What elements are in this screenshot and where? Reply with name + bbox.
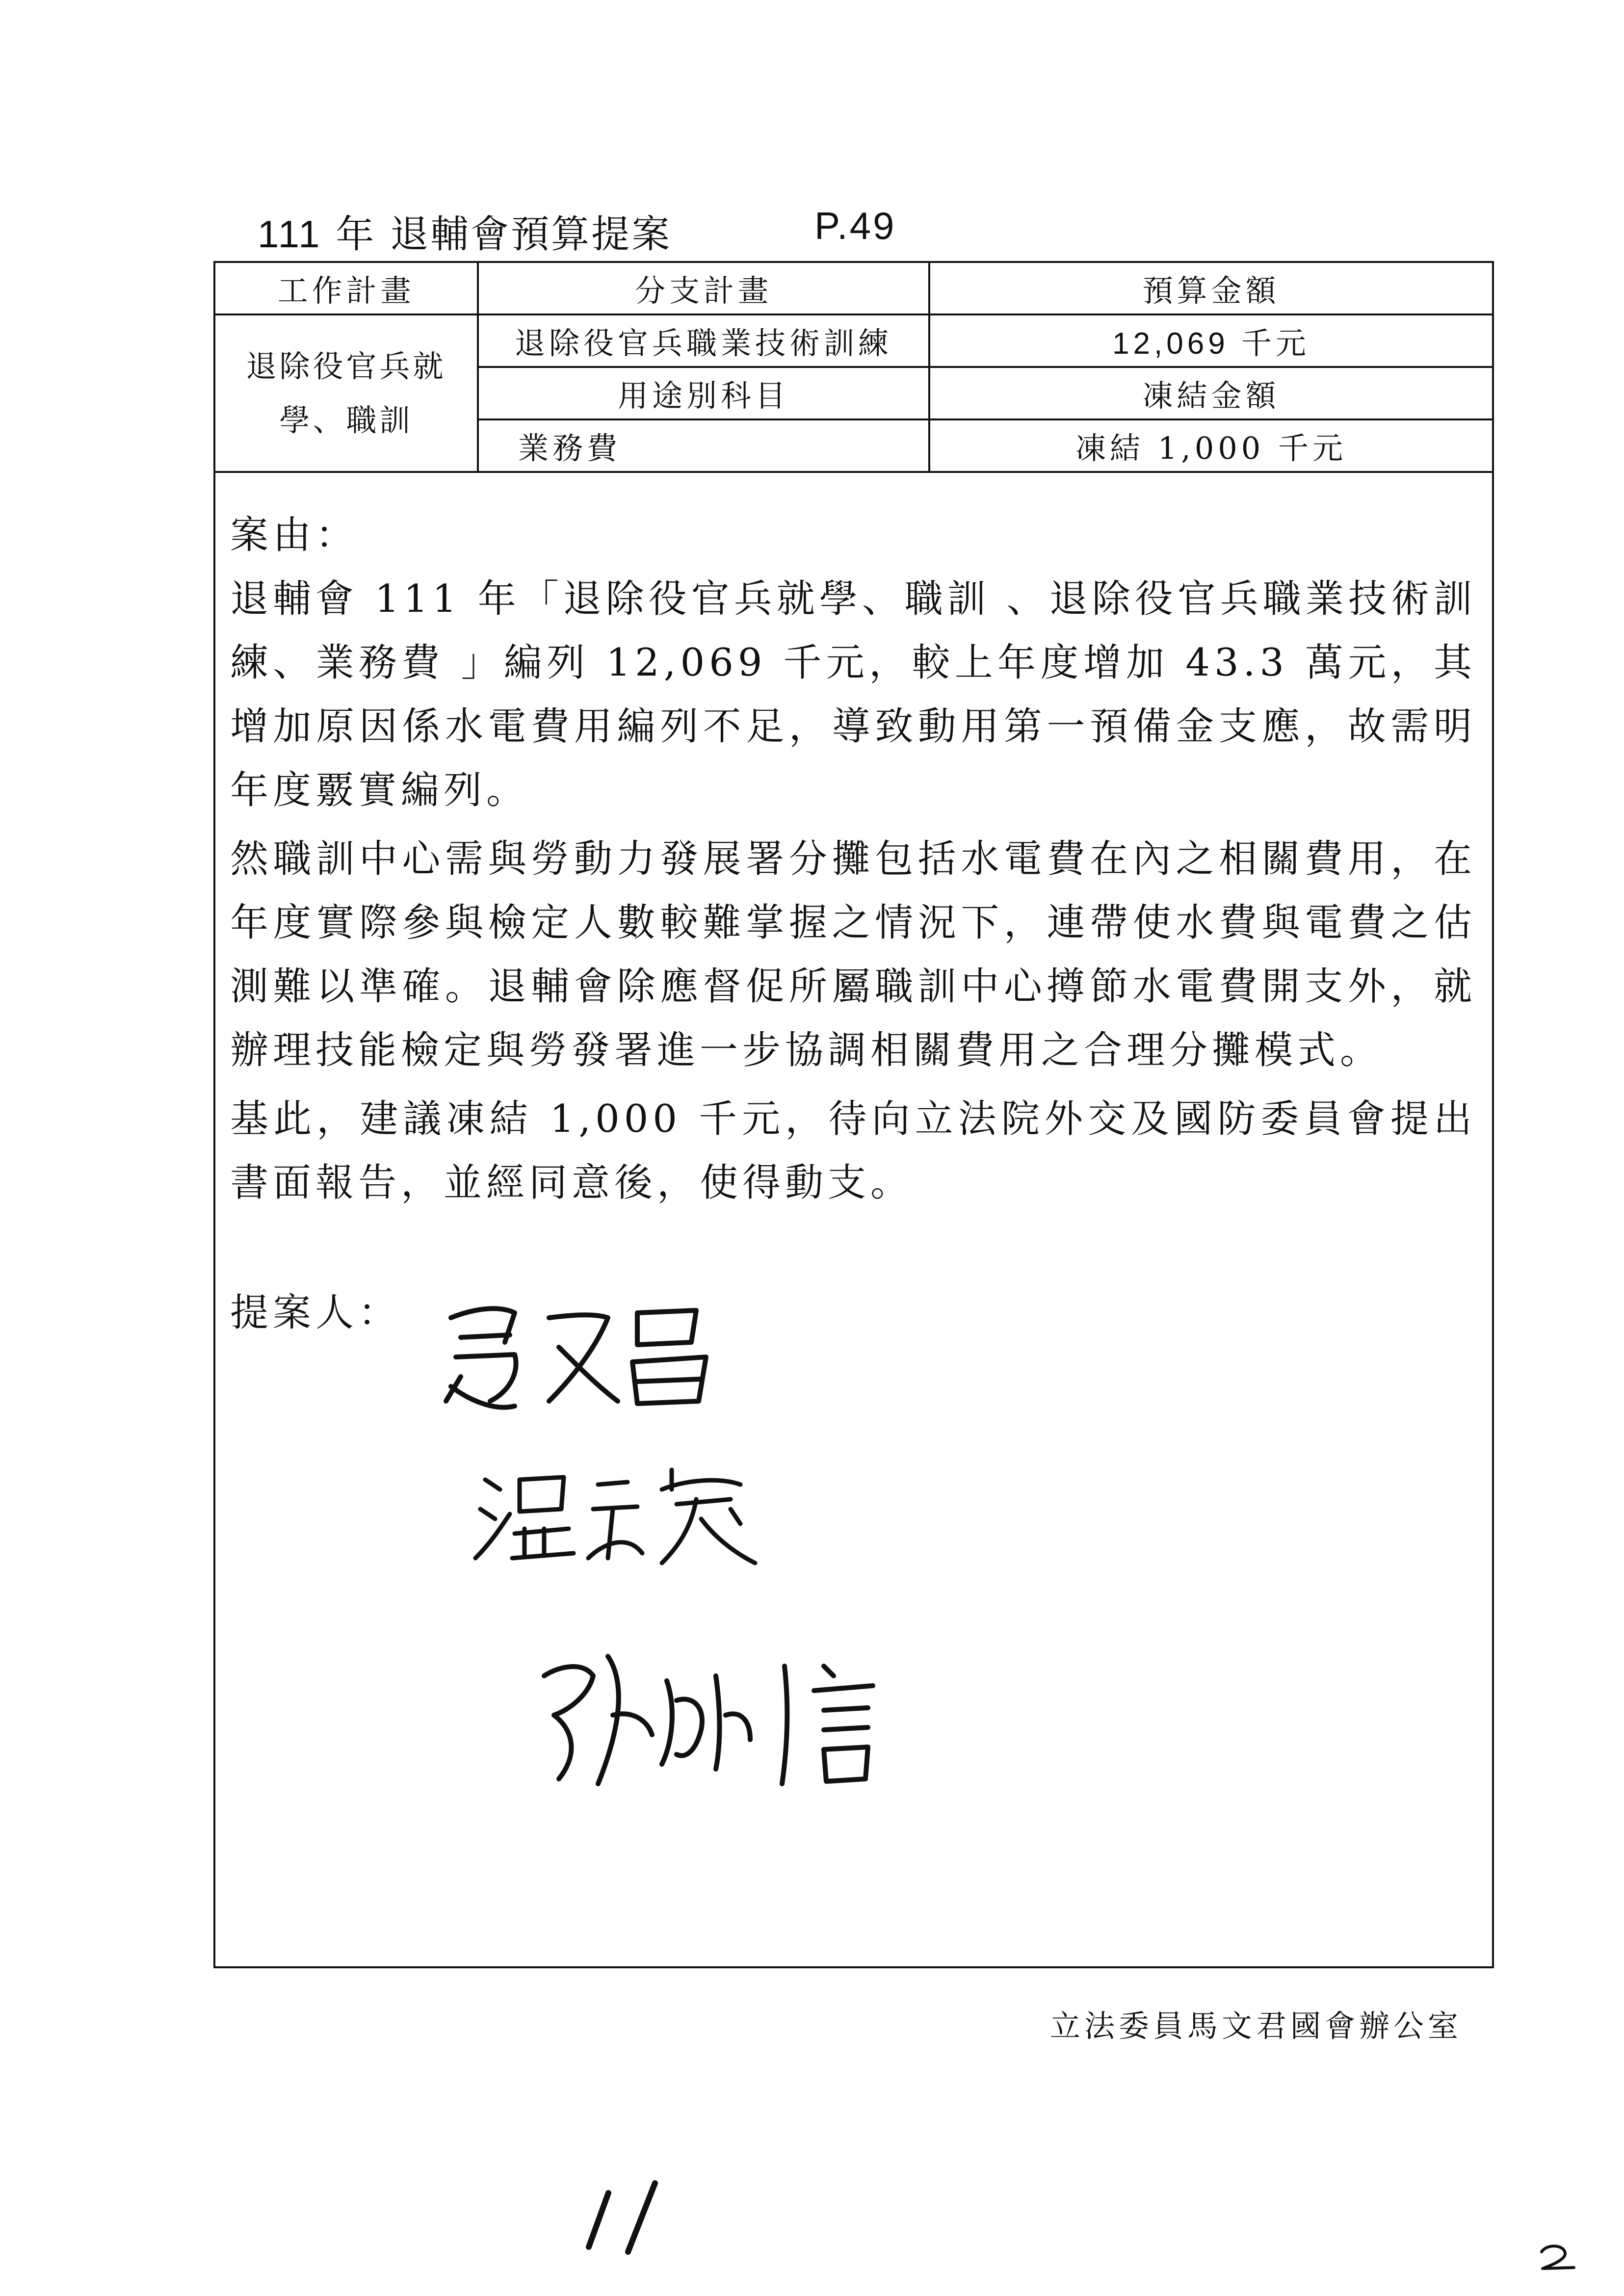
- table-header-row: [215, 263, 1492, 314]
- sub-plan-value: 退除役官兵職業技術訓練: [478, 314, 929, 367]
- case-paragraph-3: 基此，建議凍結 1,000 千元，待向立法院外交及國防委員會提出書面報告，並經同意後，使得動支。: [230, 1097, 1476, 1205]
- work-plan-header: 工作計畫: [215, 263, 478, 314]
- budget-table: [215, 263, 1492, 473]
- work-plan-value: 退除役官兵就學、職訓: [215, 314, 478, 472]
- freeze-value: 凍結 1,000 千元: [929, 419, 1492, 472]
- office-footer: 立法委員馬文君國會辦公室: [1049, 2008, 1462, 2044]
- budget-value: 12,069 千元: [929, 314, 1492, 367]
- header-year-unit: 年: [336, 212, 376, 257]
- freeze-header: 凍結金額: [929, 367, 1492, 419]
- header-title: 退輔會預算提案: [390, 212, 672, 257]
- header-year: 111: [258, 212, 322, 256]
- signature-chen-yi-hsin: [529, 1637, 932, 1794]
- sub-plan-header: 分支計畫: [478, 263, 929, 314]
- document-header: [258, 204, 896, 259]
- proposer-label: 提案人：: [230, 1291, 401, 1335]
- handwritten-page-number: [1536, 2242, 1580, 2271]
- header-page-ref: P.49: [814, 204, 896, 247]
- signature-ma-wen-chun: [431, 1288, 726, 1426]
- usage-value: 業務費: [478, 419, 929, 472]
- usage-header: 用途別科目: [478, 367, 929, 419]
- proposal-frame: [213, 261, 1494, 1968]
- handwritten-number: [574, 2173, 672, 2257]
- case-paragraph-2: 然職訓中心需與勞動力發展署分攤包括水電費在內之相關費用，在年度實際參與檢定人數較難掌握之情況下，連帶使水費與電費之估測難以準確。退輔會除應督促所屬職訓中心撙節水電費開支外，就辦理技能檢定與勞發署進一步協調相關費用之合理分攤模式。: [230, 837, 1476, 1072]
- table-row: [215, 314, 1492, 367]
- case-paragraph-1: 退輔會 111 年「退除役官兵就學、職訓 、退除役官兵職業技術訓練、業務費 」編列 12,069 千元，較上年度增加 43.3 萬元，其增加原因係水電費用編列不足，導致動用第一預備金支應，故需明年度覈實編列。: [230, 577, 1476, 812]
- budget-amount-header: 預算金額: [929, 263, 1492, 314]
- signature-wen-yu-hsia: [466, 1450, 770, 1578]
- case-label: 案由：: [230, 513, 359, 557]
